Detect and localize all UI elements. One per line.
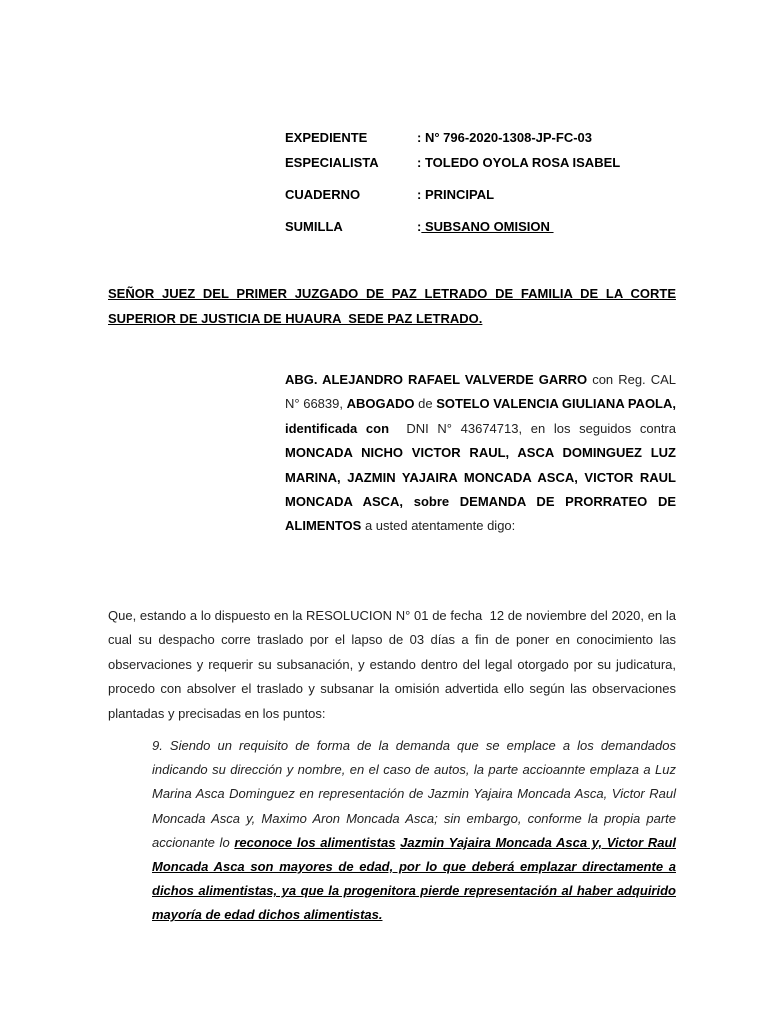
addressee-line-2: SUPERIOR DE JUSTICIA DE HUAURA SEDE PAZ LETRADO. xyxy=(108,311,483,326)
expediente-value: : N° 796-2020-1308-JP-FC-03 xyxy=(417,130,593,145)
expediente-label: EXPEDIENTE xyxy=(285,130,368,145)
defendants: MONCADA NICHO VICTOR RAUL, ASCA DOMINGUEZ LUZ MARINA, JAZMIN YAJAIRA MONCADA ASCA, VICTOR RAUL MONCADA ASCA, sobre DEMANDA DE PRORRATEO DE ALIMENTOS xyxy=(285,420,684,534)
sumilla-value-wrap xyxy=(417,219,554,234)
cuaderno-value: : PRINCIPAL xyxy=(417,187,495,202)
especialista-label: ESPECIALISTA xyxy=(285,155,379,170)
point-9 xyxy=(152,734,676,928)
client-name: SOTELO VALENCIA GIULIANA PAOLA, identificada con xyxy=(285,396,676,436)
point-9-emphasis-1: reconoce los alimentistas xyxy=(234,834,396,850)
addressee-line-1: SEÑOR JUEZ DEL PRIMER JUZGADO DE PAZ LETRADO DE FAMILIA DE LA CORTE xyxy=(108,286,676,301)
abogado-label: ABOGADO xyxy=(346,396,415,412)
intro-text-3: DNI N° 43674713, en los seguidos contra xyxy=(389,420,680,436)
intro-paragraph xyxy=(285,368,684,539)
addressee xyxy=(108,281,676,331)
point-9-text: 9. Siendo un requisito de forma de la demanda que se emplace a los demandados indicando su dirección y nombre, en el caso de autos, la parte accioannte emplaza a Luz Marina Asca Dominguez en representación de Jazmin Yajaira Moncada Asca, Victor Raul Moncada Asca y, Maximo Aron Moncada Asca; sin embargo, conforme la propia parte accionante lo xyxy=(152,738,676,850)
intro-text-1: con Reg. CAL N° 66839, xyxy=(285,372,677,412)
intro-text-2: de xyxy=(414,396,437,412)
intro-text-4: a usted atentamente digo: xyxy=(361,518,516,534)
lawyer-name: ABG. ALEJANDRO RAFAEL VALVERDE GARRO xyxy=(285,372,588,387)
especialista-value: : TOLEDO OYOLA ROSA ISABEL xyxy=(417,155,621,170)
sumilla-value: SUBSANO OMISION xyxy=(421,219,554,234)
sumilla-label: SUMILLA xyxy=(285,219,343,234)
point-9-emphasis-2: Jazmin Yajaira Moncada Asca y, Victor Raul Moncada Asca son mayores de edad, por lo que deberá emplazar directamente a dichos alimentistas, ya que la progenitora pierde representación al haber adquirido mayoría de edad dichos alimentistas. xyxy=(152,834,676,923)
cuaderno-label: CUADERNO xyxy=(285,187,361,202)
sumilla-colon: : xyxy=(417,219,422,234)
body-paragraph: Que, estando a lo dispuesto en la RESOLUCION N° 01 de fecha 12 de noviembre del 2020, en la cual su despacho corre traslado por el lapso de 03 días a fin de poner en conocimiento las observaciones y requerir su subsanación, y estando dentro del legal otorgado por su judicatura, procedo con absolver el traslado y subsanar la omisión advertida ello según las observaciones plantadas y precisadas en los puntos: xyxy=(108,608,680,721)
